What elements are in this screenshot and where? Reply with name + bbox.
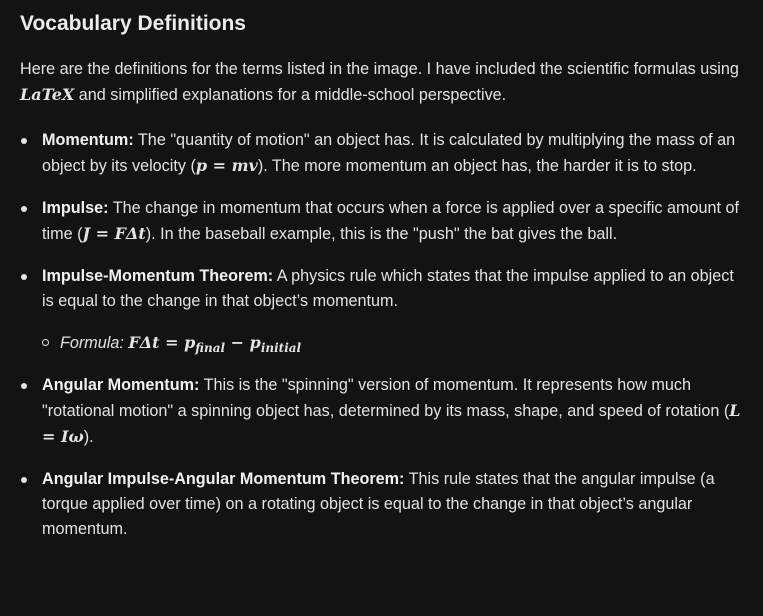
formula-angular-momentum: L = Iω [42,401,741,446]
formula-label: Formula: [60,334,124,352]
list-item-impulse-momentum-theorem [20,264,743,356]
latex-word: LaTeX [20,85,75,104]
definition-text: A physics rule which states that the impulse applied to an object is equal to the change in that object’s momentum. [42,267,734,310]
term-label: Momentum: [42,131,134,149]
list-item-angular-momentum [20,373,743,450]
definition-text: The change in momentum that occurs when a force is applied over a specific amount of time ( [42,199,740,243]
formula-lhs: FΔt = p [128,333,196,352]
subscript-final: final [195,341,226,355]
subscript-initial: initial [260,341,302,355]
formula-mid: − p [225,333,261,352]
definition-text: ). [83,428,94,446]
sub-list-item-formula [42,330,743,356]
definition-text: This is the "spinning" version of momentum. It represents how much "rotational motion" a spinning object has, determined by its mass, shape, and speed of rotation ( [42,376,730,420]
term-label: Impulse-Momentum Theorem: [42,267,274,285]
definition-text: The "quantity of motion" an object has. It is calculated by multiplying the mass of an object by its velocity ( [42,131,736,175]
sub-list [42,330,743,356]
term-label: Angular Momentum: [42,376,200,394]
formula-theorem [128,333,302,355]
formula-impulse: J = FΔt [82,224,146,243]
intro-paragraph [20,57,743,108]
definition-text: ). In the baseball example, this is the "push" the bat gives the ball. [145,225,618,243]
intro-text-after: and simplified explanations for a middle-school perspective. [74,86,507,104]
term-label: Impulse: [42,199,109,217]
term-label: Angular Impulse-Angular Momentum Theorem: [42,470,405,488]
definition-list [20,128,743,542]
page-heading: Vocabulary Definitions [20,12,246,35]
formula-momentum: p = mv [195,156,258,175]
list-item-impulse [20,196,743,247]
definition-text: ). The more momentum an object has, the harder it is to stop. [257,157,697,175]
list-item-momentum [20,128,743,179]
list-item-angular-impulse-theorem [20,467,743,542]
definition-text: This rule states that the angular impulse (a torque applied over time) on a rotating object is equal to the change in that object’s angular momentum. [42,470,715,538]
intro-text-before: Here are the definitions for the terms listed in the image. I have included the scientific formulas using [20,60,739,78]
